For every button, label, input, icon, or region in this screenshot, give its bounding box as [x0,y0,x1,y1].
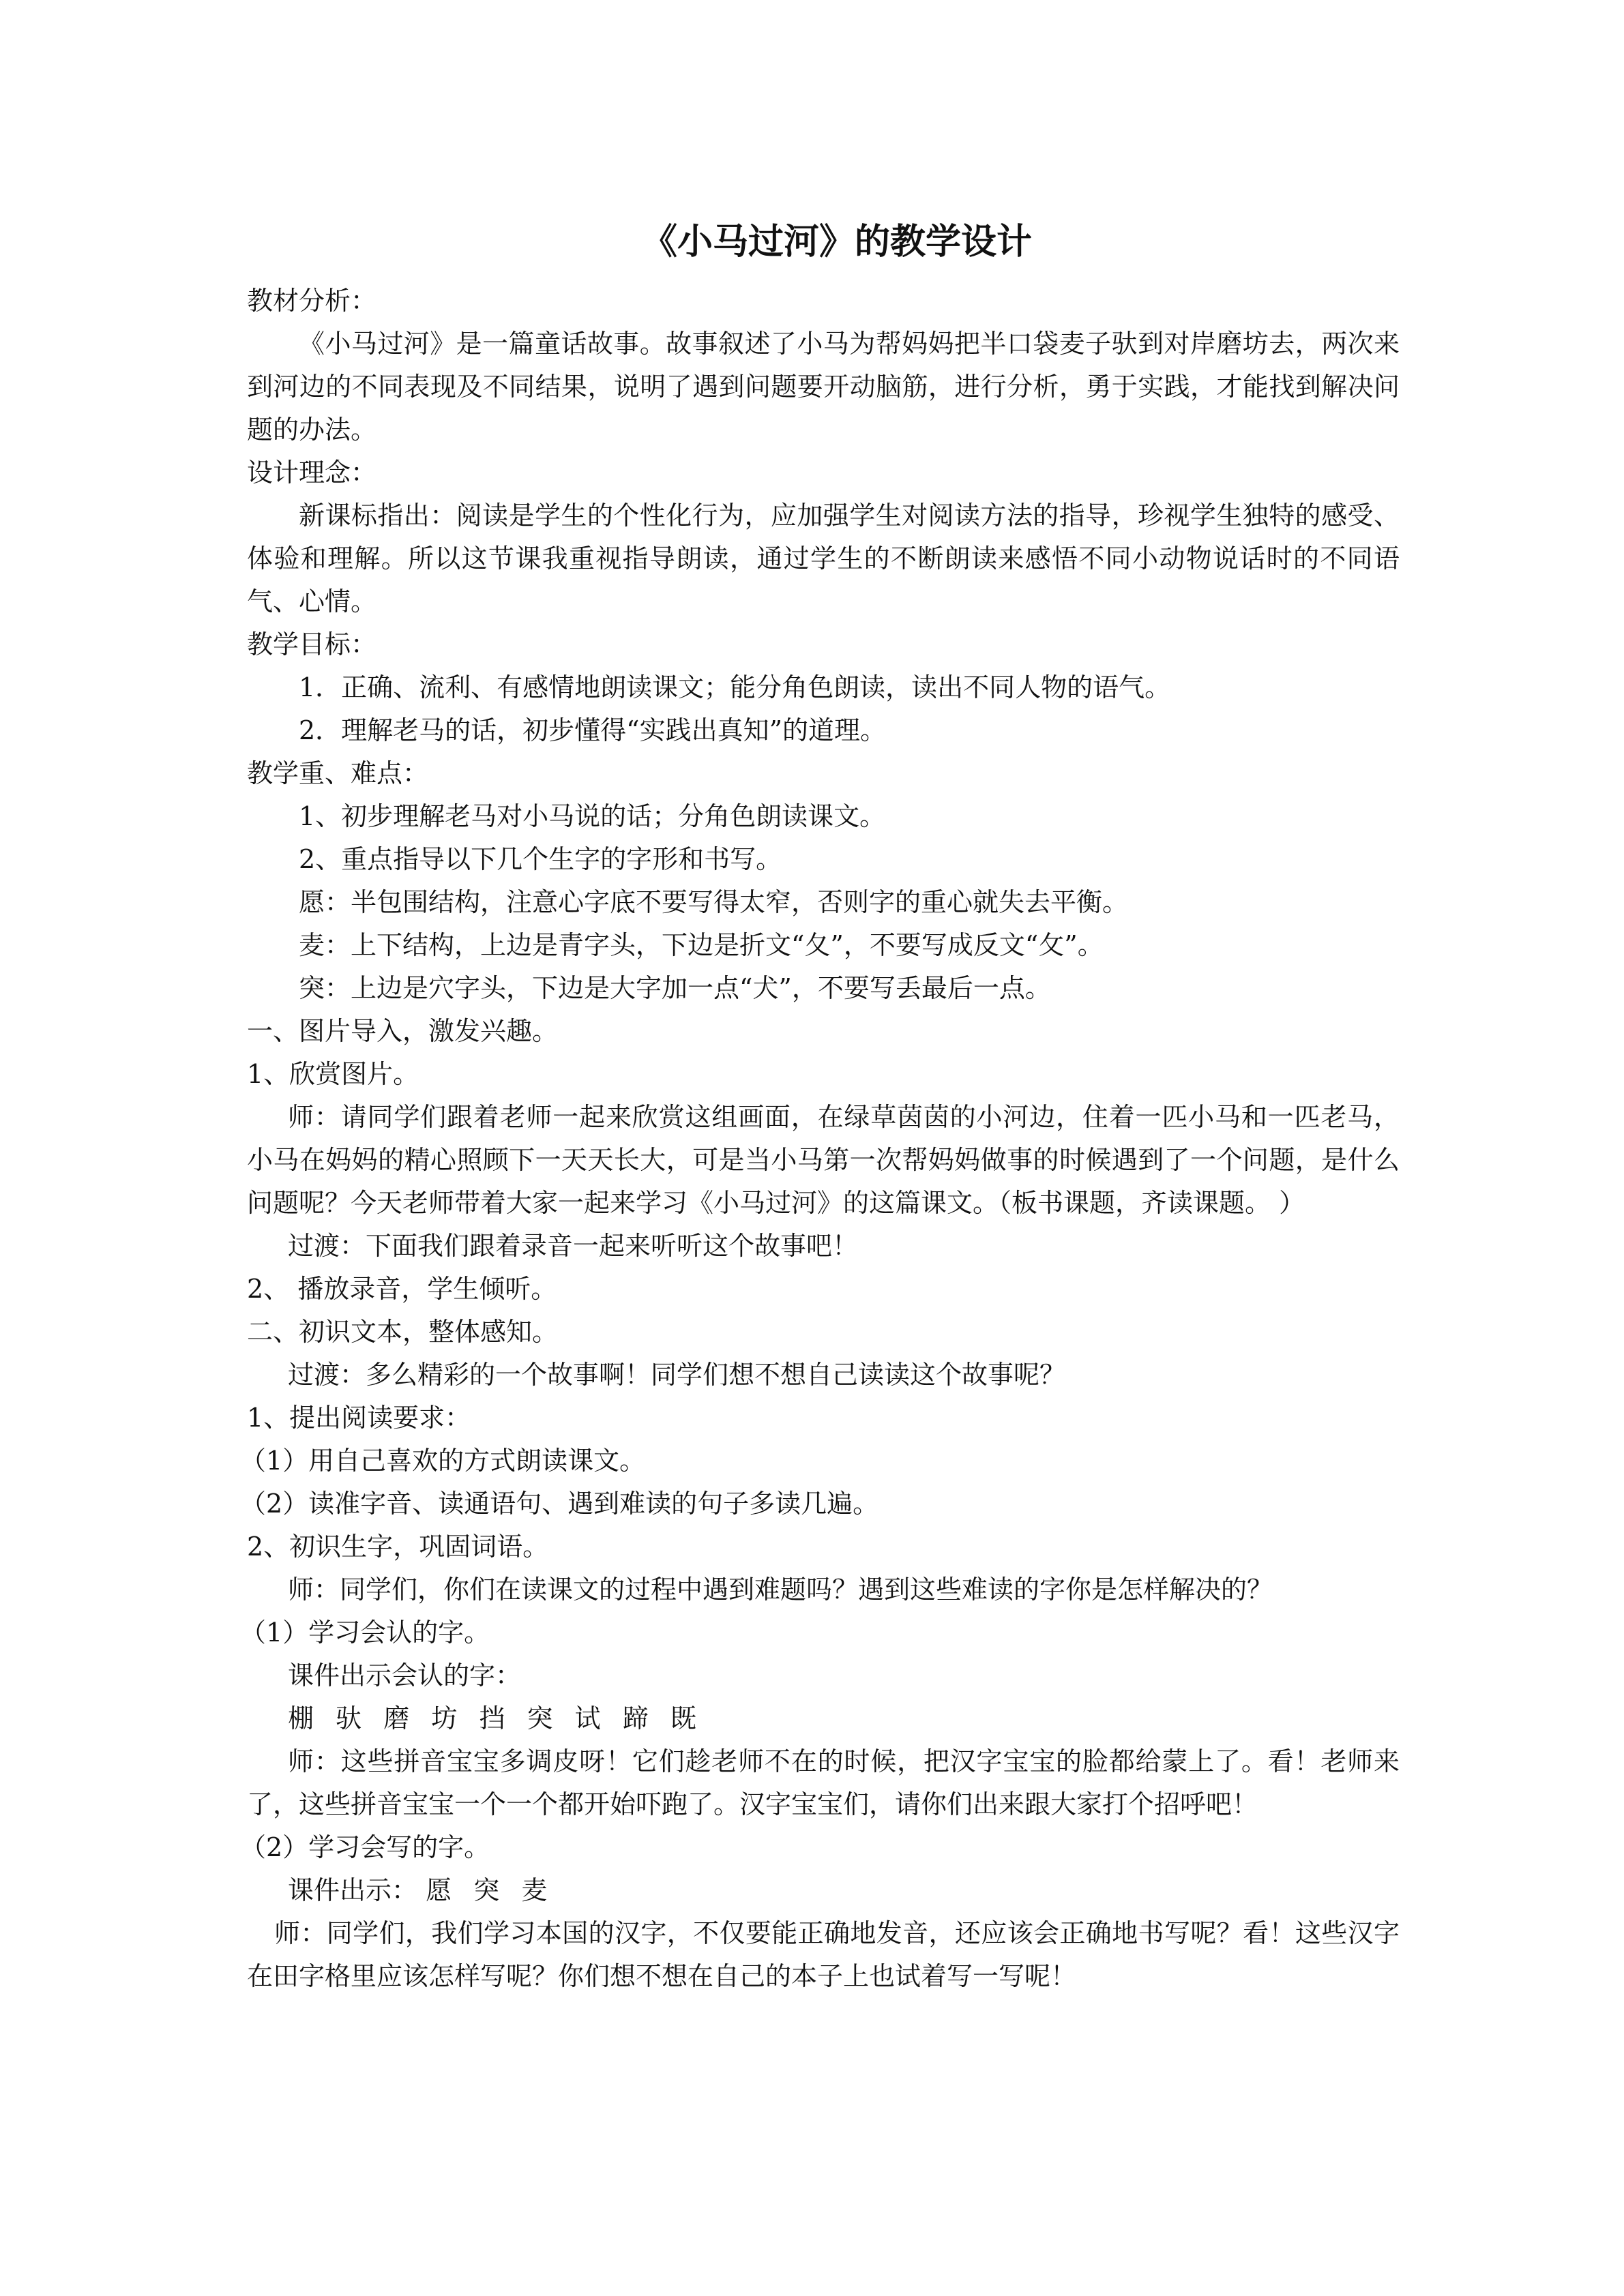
analysis-paragraph: 《小马过河》是一篇童话故事。故事叙述了小马为帮妈妈把半口袋麦子驮到对岸磨坊去，两次来到河边的不同表现及不同结果，说明了遇到问题要开动脑筋，进行分析，勇于实践，才能找到解决问题的办法。 [247,329,1400,445]
part1-step-2: 2、 播放录音，学生倾听。 [247,1274,557,1304]
document-title: 《小马过河》的教学设计 [641,221,1032,263]
write-chars-row [247,1869,1400,1912]
part1-step-1: 1、欣赏图片。 [247,1059,419,1089]
part2-step-2: 2、初识生字，巩固词语。 [247,1532,549,1562]
part2-transition: 过渡：多么精彩的一个故事啊！同学们想不想自己读读这个故事呢？ [288,1360,1066,1390]
recognize-char: 挡 [479,1703,505,1733]
char-note-yuan: 愿：半包围结构，注意心字底不要写得太窄，否则字的重心就失去平衡。 [299,887,1129,917]
goal-item-2: 2．理解老马的话，初步懂得“实践出真知”的道理。 [299,715,887,745]
analysis-heading: 教材分析： [247,286,377,316]
part2-sub-2: （2）学习会写的字。 [240,1832,490,1862]
recognize-char: 坊 [431,1703,458,1733]
document-page [240,205,1400,1998]
courseware-write-label: 课件出示： [288,1875,418,1905]
key-point-1: 1、初步理解老马对小马说的话；分角色朗读课文。 [299,801,886,831]
recognize-char: 棚 [288,1703,314,1733]
concept-heading: 设计理念： [247,458,377,488]
goal-item-1: 1．正确、流利、有感情地朗读课文；能分角色朗读，读出不同人物的语气。 [299,672,1171,702]
write-char: 麦 [521,1875,548,1905]
part1-teacher-paragraph: 师：请同学们跟着老师一起来欣赏这组画面，在绿草茵茵的小河边，住着一匹小马和一匹老马，小马在妈妈的精心照顾下一天天长大，可是当小马第一次帮妈妈做事的时候遇到了一个问题，是什么问题呢？今天老师带着大家一起来学习《小马过河》的这篇课文。（板书课题，齐读课题。 ） [247,1102,1400,1218]
part1-transition: 过渡：下面我们跟着录音一起来听听这个故事吧！ [288,1231,859,1261]
part1-heading: 一、图片导入，激发兴趣。 [247,1016,559,1046]
part2-step-1: 1、提出阅读要求： [247,1403,471,1433]
part2-teacher-paragraph: 师：这些拼音宝宝多调皮呀！它们趁老师不在的时候，把汉字宝宝的脸都给蒙上了。看！老师来了，这些拼音宝宝一个一个都开始吓跑了。汉字宝宝们，请你们出来跟大家打个招呼吧！ [247,1746,1400,1819]
part2-heading: 二、初识文本，整体感知。 [247,1317,559,1347]
recognize-char: 驮 [336,1703,362,1733]
recognize-char: 既 [670,1703,696,1733]
write-char: 突 [473,1875,500,1905]
write-char: 愿 [426,1875,452,1905]
char-note-mai: 麦：上下结构，上边是青字头，下边是折文“夂”，不要写成反文“攵”。 [299,930,1104,960]
key-points-heading: 教学重、难点： [247,758,429,788]
reading-requirement-2: （2）读准字音、读通语句、遇到难读的句子多读几遍。 [240,1489,879,1519]
recognize-char: 蹄 [622,1703,649,1733]
concept-paragraph: 新课标指出：阅读是学生的个性化行为，应加强学生对阅读方法的指导，珍视学生独特的感受、体验和理解。所以这节课我重视指导朗读，通过学生的不断朗读来感悟不同小动物说话时的不同语气、心情。 [247,501,1400,616]
reading-requirement-1: （1）用自己喜欢的方式朗读课文。 [240,1446,646,1476]
char-note-tu: 突：上边是穴字头，下边是大字加一点“犬”，不要写丢最后一点。 [299,973,1051,1003]
recognize-char: 试 [574,1703,601,1733]
courseware-recognize-label: 课件出示会认的字： [288,1660,522,1690]
recognize-chars-row [247,1697,1400,1740]
goals-heading: 教学目标： [247,629,377,659]
recognize-char: 磨 [383,1703,410,1733]
recognize-char: 突 [527,1703,553,1733]
part2-sub-1: （1）学习会认的字。 [240,1617,490,1648]
part2-teacher-question: 师：同学们，你们在读课文的过程中遇到难题吗？遇到这些难读的字你是怎样解决的？ [288,1575,1273,1605]
key-point-2: 2、重点指导以下几个生字的字形和书写。 [299,844,782,874]
part2-final-paragraph: 师：同学们，我们学习本国的汉字，不仅要能正确地发音，还应该会正确地书写呢？看！这些汉字在田字格里应该怎样写呢？你们想不想在自己的本子上也试着写一写呢！ [247,1918,1400,1991]
